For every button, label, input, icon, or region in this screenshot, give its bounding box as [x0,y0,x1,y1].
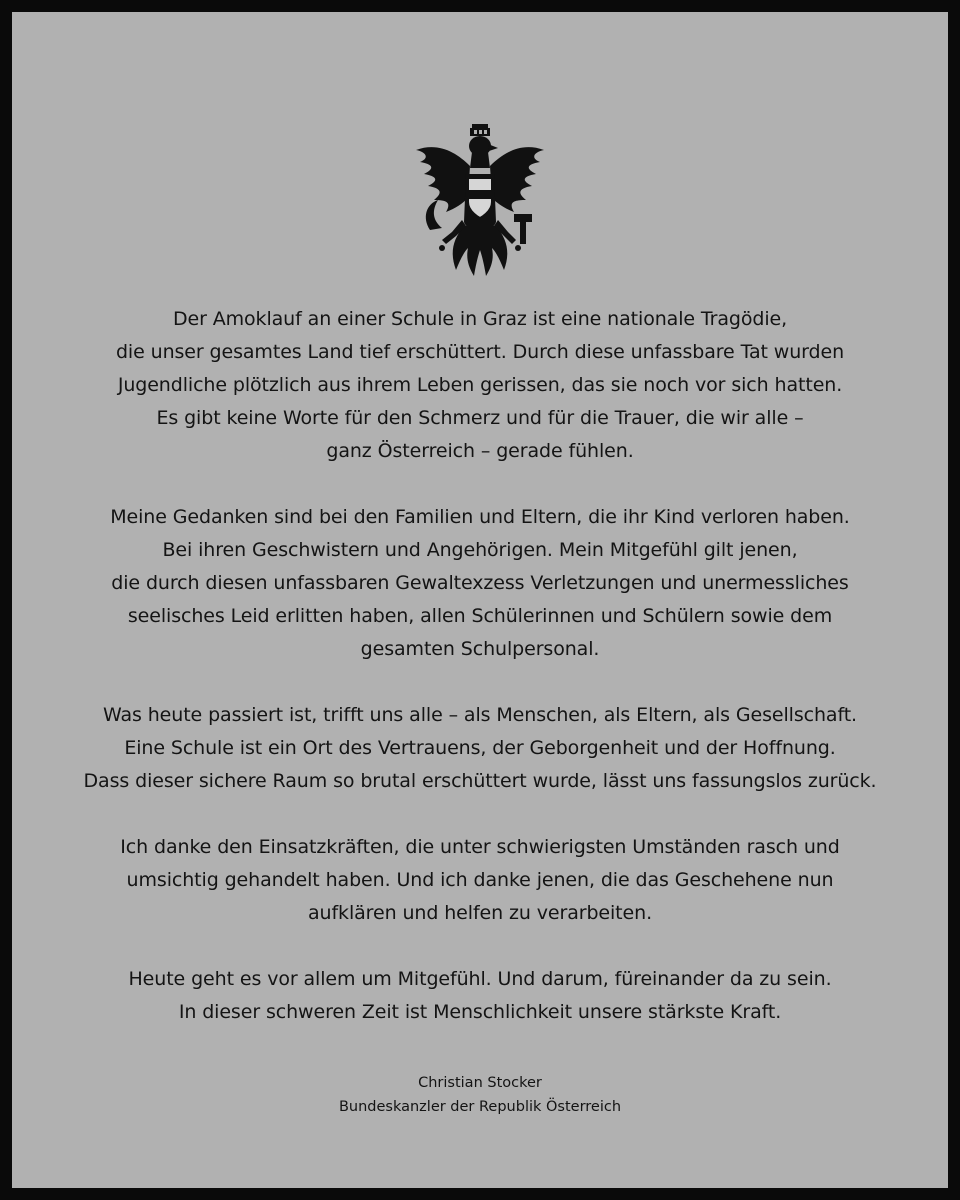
statement-paragraph [0,699,960,798]
signatory-title: Bundeskanzler der Republik Österreich [338,1099,622,1115]
statement-text [0,303,960,1062]
statement-line: gesamten Schulpersonal. [360,638,600,660]
statement-line: Bei ihren Geschwistern und Angehörigen. Mein Mitgefühl gilt jenen, [162,539,798,561]
statement-paragraph [0,963,960,1029]
statement-line: Dass dieser sichere Raum so brutal erschüttert wurde, lässt uns fassungslos zurück. [83,770,877,792]
statement-line: Meine Gedanken sind bei den Familien und Eltern, die ihr Kind verloren haben. [110,506,850,528]
statement-paragraph [0,303,960,468]
statement-line: Es gibt keine Worte für den Schmerz und für die Trauer, die wir alle – [156,407,804,429]
austrian-eagle-coat-of-arms-icon [412,122,548,278]
statement-line: Jugendliche plötzlich aus ihrem Leben gerissen, das sie noch vor sich hatten. [117,374,843,396]
statement-line: aufklären und helfen zu verarbeiten. [307,902,653,924]
signature-block [0,1071,960,1119]
statement-line: Der Amoklauf an einer Schule in Graz ist eine nationale Tragödie, [172,308,788,330]
statement-line: Eine Schule ist ein Ort des Vertrauens, der Geborgenheit und der Hoffnung. [124,737,836,759]
statement-line: umsichtig gehandelt haben. Und ich danke jenen, die das Geschehene nun [126,869,834,891]
statement-paragraph [0,831,960,930]
statement-line: die unser gesamtes Land tief erschüttert. Durch diese unfassbare Tat wurden [115,341,845,363]
signatory-name: Christian Stocker [418,1075,542,1091]
statement-line: seelisches Leid erlitten haben, allen Schülerinnen und Schülern sowie dem [127,605,833,627]
statement-line: In dieser schweren Zeit ist Menschlichkeit unsere stärkste Kraft. [178,1001,782,1023]
statement-line: ganz Österreich – gerade fühlen. [326,440,634,462]
statement-line: die durch diesen unfassbaren Gewaltexzess Verletzungen und unermessliches [111,572,849,594]
statement-line: Heute geht es vor allem um Mitgefühl. Und darum, füreinander da zu sein. [128,968,832,990]
statement-paragraph [0,501,960,666]
statement-line: Was heute passiert ist, trifft uns alle – als Menschen, als Eltern, als Gesellschaft. [102,704,857,726]
statement-line: Ich danke den Einsatzkräften, die unter schwierigsten Umständen rasch und [120,836,840,858]
